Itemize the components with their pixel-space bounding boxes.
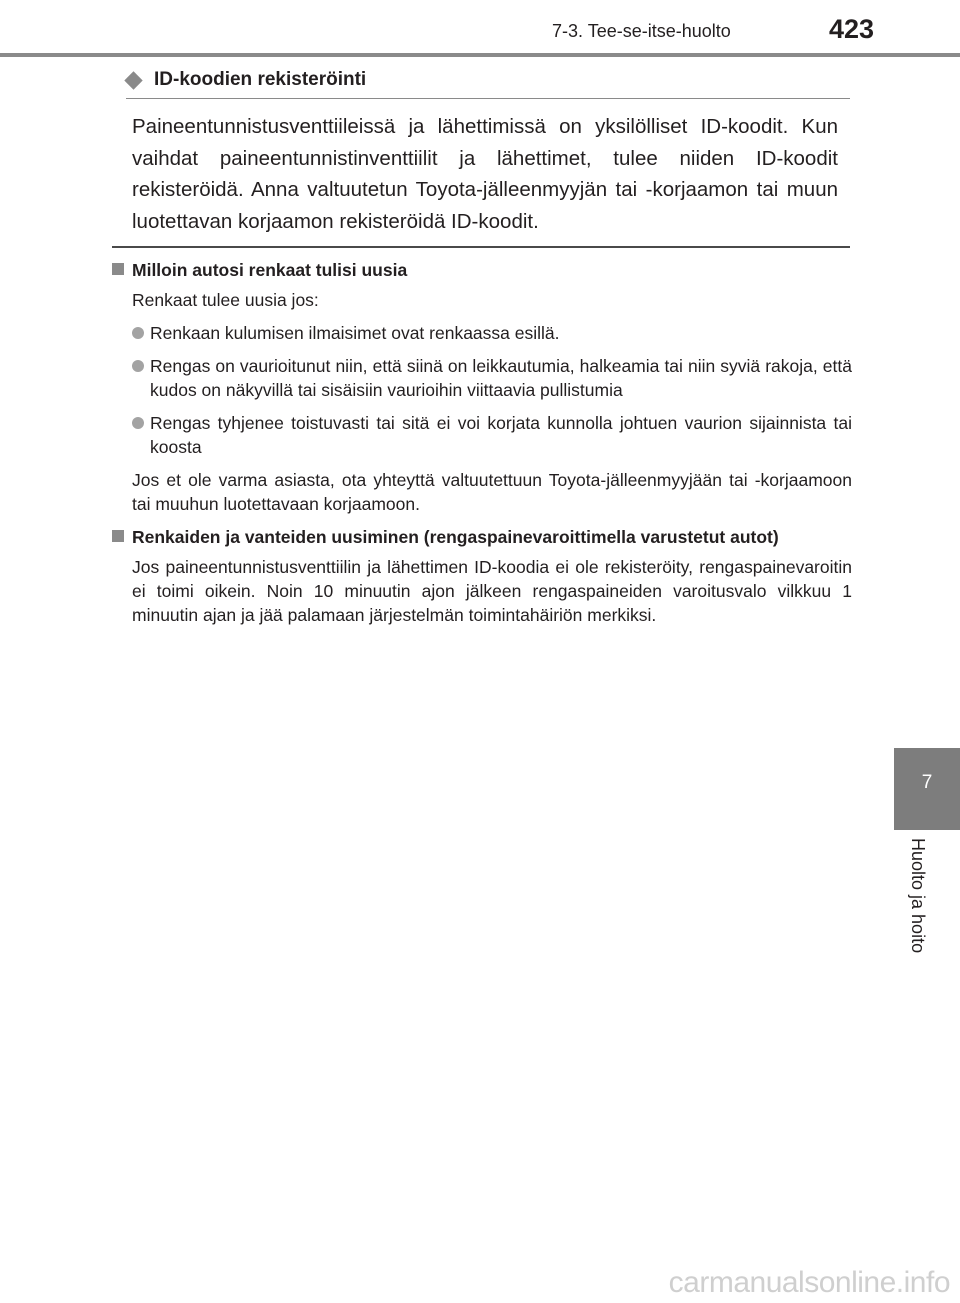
list-item [132,411,852,459]
list-item-text: Rengas tyhjenee toistuvasti tai sitä ei voi korjata kunnolla johtuen vaurion sijainnista tai koosta [150,413,852,457]
dot-icon [132,360,144,372]
info-box [112,62,850,237]
page-number: 423 [829,14,875,44]
chapter-tab [894,748,960,830]
info-title-rule [126,98,850,99]
section-heading-text: Milloin autosi renkaat tulisi uusia [132,260,408,280]
watermark: carmanualsonline.info [668,1266,950,1299]
list-item-text: Rengas on vaurioitunut niin, että siinä on leikkautumia, halkeamia tai niin syviä rakoja, että kudos on näkyvillä tai sisäisiin vaurioihin viittaavia pullistumia [150,356,852,400]
section-heading [112,258,852,282]
chapter-title: Huolto ja hoito [908,838,928,954]
header-rule [0,53,960,57]
section-label: 7-3. Tee-se-itse-huolto [552,21,731,41]
section-outro: Jos et ole varma asiasta, ota yhteyttä valtuutettuun Toyota-jälleenmyyjään tai -korjaamoon tai muuhun luotettavaan korjaamoon. [132,470,852,514]
section-heading [112,525,852,549]
list-item [132,321,852,345]
list-item [132,354,852,402]
chapter-number: 7 [921,772,933,793]
dot-icon [132,327,144,339]
section-intro: Renkaat tulee uusia jos: [132,290,319,310]
square-icon [112,530,124,542]
info-title: ID-koodien rekisteröinti [154,69,367,90]
info-body: Paineentunnistusventtiileissä ja lähettimissä on yksilölliset ID-koodit. Kun vaihdat paineentunnistinventtiilit ja lähettimet, tulee niiden ID-koodit rekisteröidä. Anna valtuutetun Toyota-jälleenmyyjän tai -korjaamon tai muun luotettavan korjaamon rekisteröidä ID-koodit. [132,115,838,233]
square-icon [112,263,124,275]
info-title-row [112,62,850,98]
diamond-icon [124,71,142,89]
main-content [112,258,852,636]
dot-icon [132,417,144,429]
info-bottom-rule [112,246,850,248]
section-body: Jos paineentunnistusventtiilin ja lähettimen ID-koodia ei ole rekisteröity, rengaspainevaroitin ei toimi oikein. Noin 10 minuutin ajon jälkeen rengaspaineiden varoitusvalo vilkkuu 1 minuutin ajan ja jää palamaan järjestelmän toimintahäiriön merkiksi. [132,557,852,625]
section-heading-text: Renkaiden ja vanteiden uusiminen (rengaspainevaroittimella varustetut autot) [132,527,779,547]
list-item-text: Renkaan kulumisen ilmaisimet ovat renkaassa esillä. [150,323,560,343]
